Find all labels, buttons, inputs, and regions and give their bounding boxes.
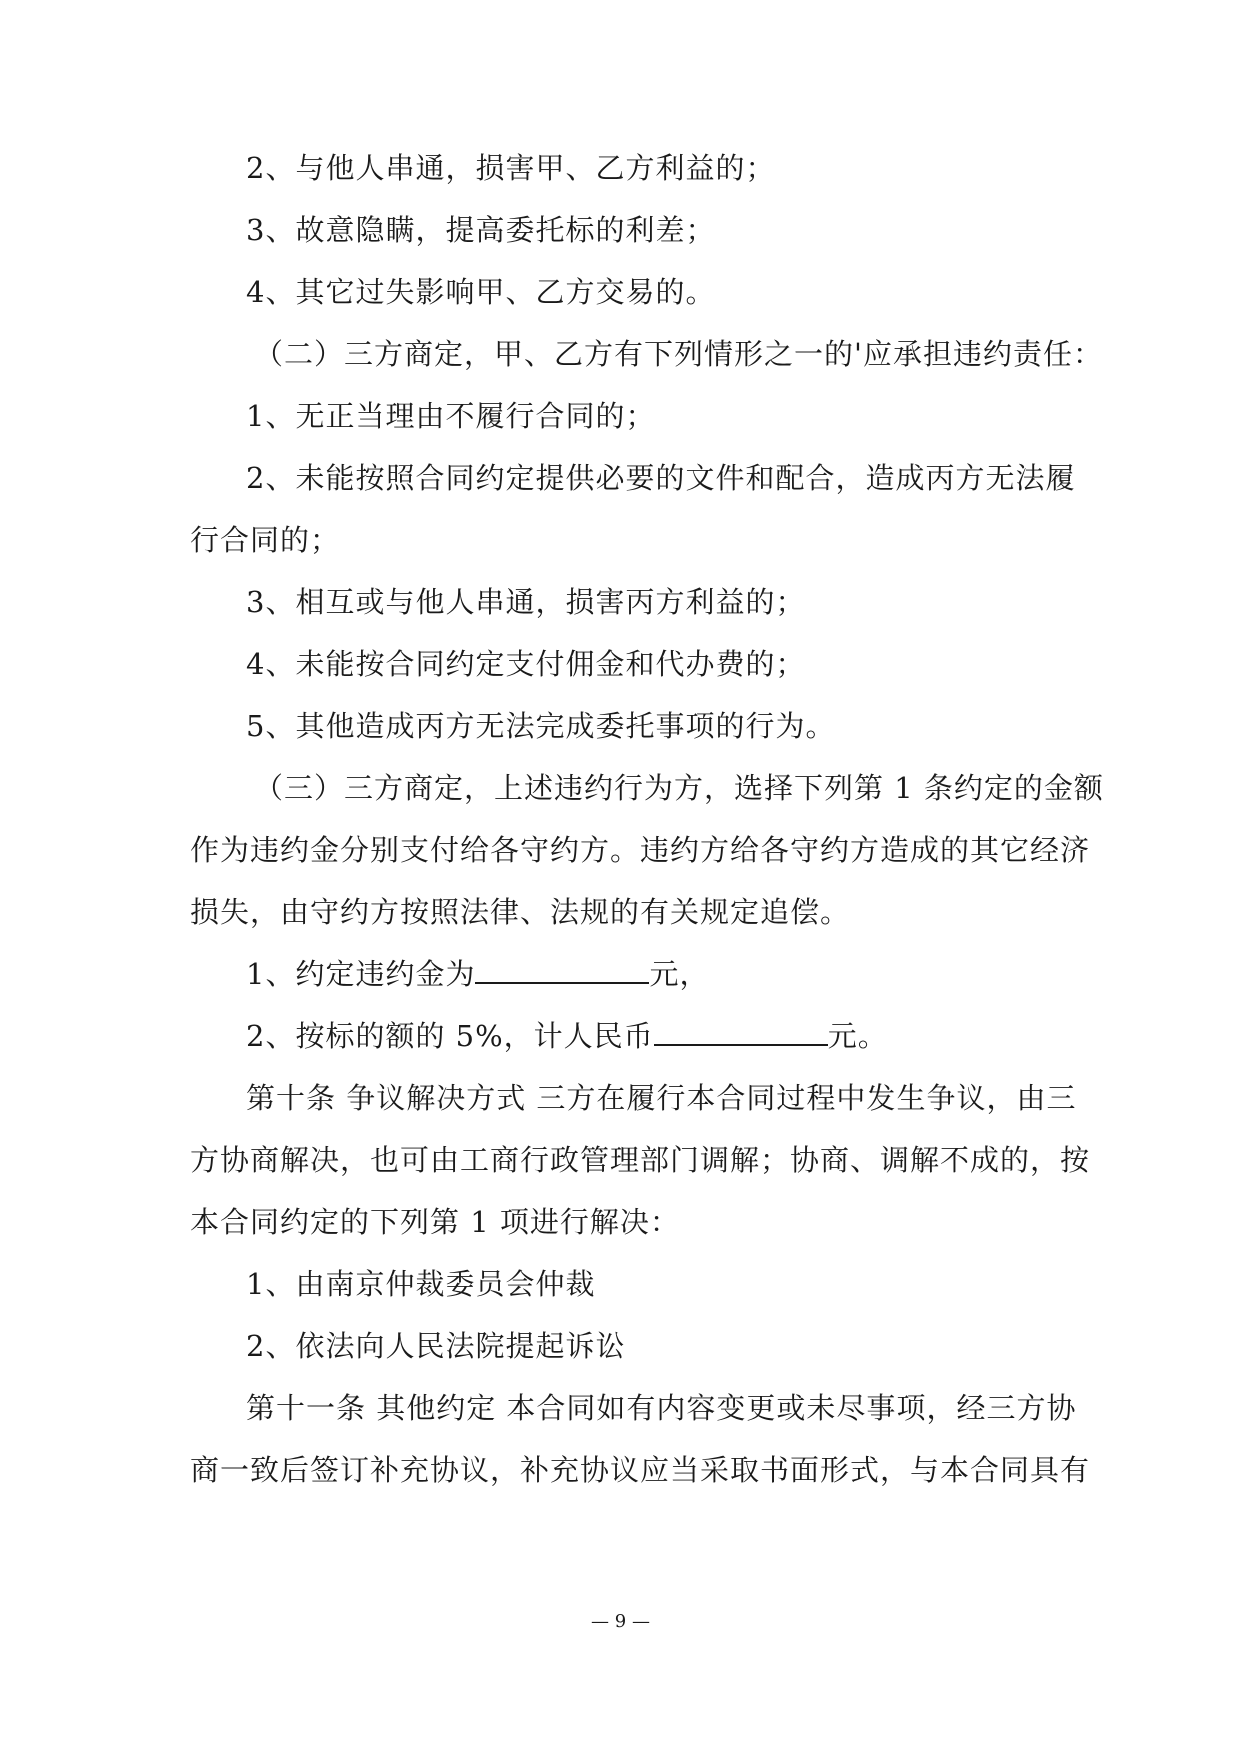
paragraph-continuation: 损失，由守约方按照法律、法规的有关规定追偿。: [190, 895, 851, 929]
paragraph: 4、其它过失影响甲、乙方交易的。: [246, 275, 716, 309]
paragraph: 5、其他造成丙方无法完成委托事项的行为。: [246, 709, 836, 743]
penalty-amount-line: [246, 956, 709, 992]
paragraph: 2、依法向人民法院提起诉讼: [246, 1329, 626, 1363]
paragraph: 4、未能按合同约定支付佣金和代办费的；: [246, 647, 806, 681]
article-ten-heading: 第十条 争议解决方式 三方在履行本合同过程中发生争议，由三: [246, 1081, 1077, 1115]
penalty-percent-label: 2、按标的额的 5%，计人民币: [246, 1019, 654, 1053]
penalty-percent-blank: [654, 1018, 828, 1046]
paragraph: 3、相互或与他人串通，损害丙方利益的；: [246, 585, 806, 619]
page-number: — 9 —: [591, 1611, 650, 1632]
paragraph: 1、无正当理由不履行合同的；: [246, 399, 656, 433]
paragraph-continuation: 方协商解决，也可由工商行政管理部门调解；协商、调解不成的，按: [190, 1143, 1091, 1177]
penalty-percent-unit: 元。: [827, 1019, 888, 1053]
paragraph-continuation: 商一致后签订补充协议，补充协议应当采取书面形式，与本合同具有: [190, 1453, 1091, 1487]
penalty-amount-blank: [475, 956, 649, 984]
article-eleven-heading: 第十一条 其他约定 本合同如有内容变更或未尽事项，经三方协: [246, 1391, 1077, 1425]
paragraph-continuation: 行合同的；: [190, 523, 341, 557]
paragraph-continuation: 作为违约金分别支付给各守约方。违约方给各守约方造成的其它经济: [190, 833, 1091, 867]
penalty-percent-line: [246, 1018, 888, 1054]
paragraph: （二）三方商定，甲、乙方有下列情形之一的'应承担违约责任：: [254, 337, 1103, 371]
paragraph: 2、未能按照合同约定提供必要的文件和配合，造成丙方无法履: [246, 461, 1076, 495]
paragraph: （三）三方商定，上述违约行为方，选择下列第 1 条约定的金额: [254, 771, 1104, 805]
paragraph-continuation: 本合同约定的下列第 1 项进行解决：: [190, 1205, 680, 1239]
penalty-amount-label: 1、约定违约金为: [246, 957, 476, 991]
paragraph: 3、故意隐瞒，提高委托标的利差；: [246, 213, 716, 247]
penalty-amount-unit: 元，: [649, 957, 710, 991]
paragraph: 1、由南京仲裁委员会仲裁: [246, 1267, 596, 1301]
paragraph: 2、与他人串通，损害甲、乙方利益的；: [246, 151, 776, 185]
